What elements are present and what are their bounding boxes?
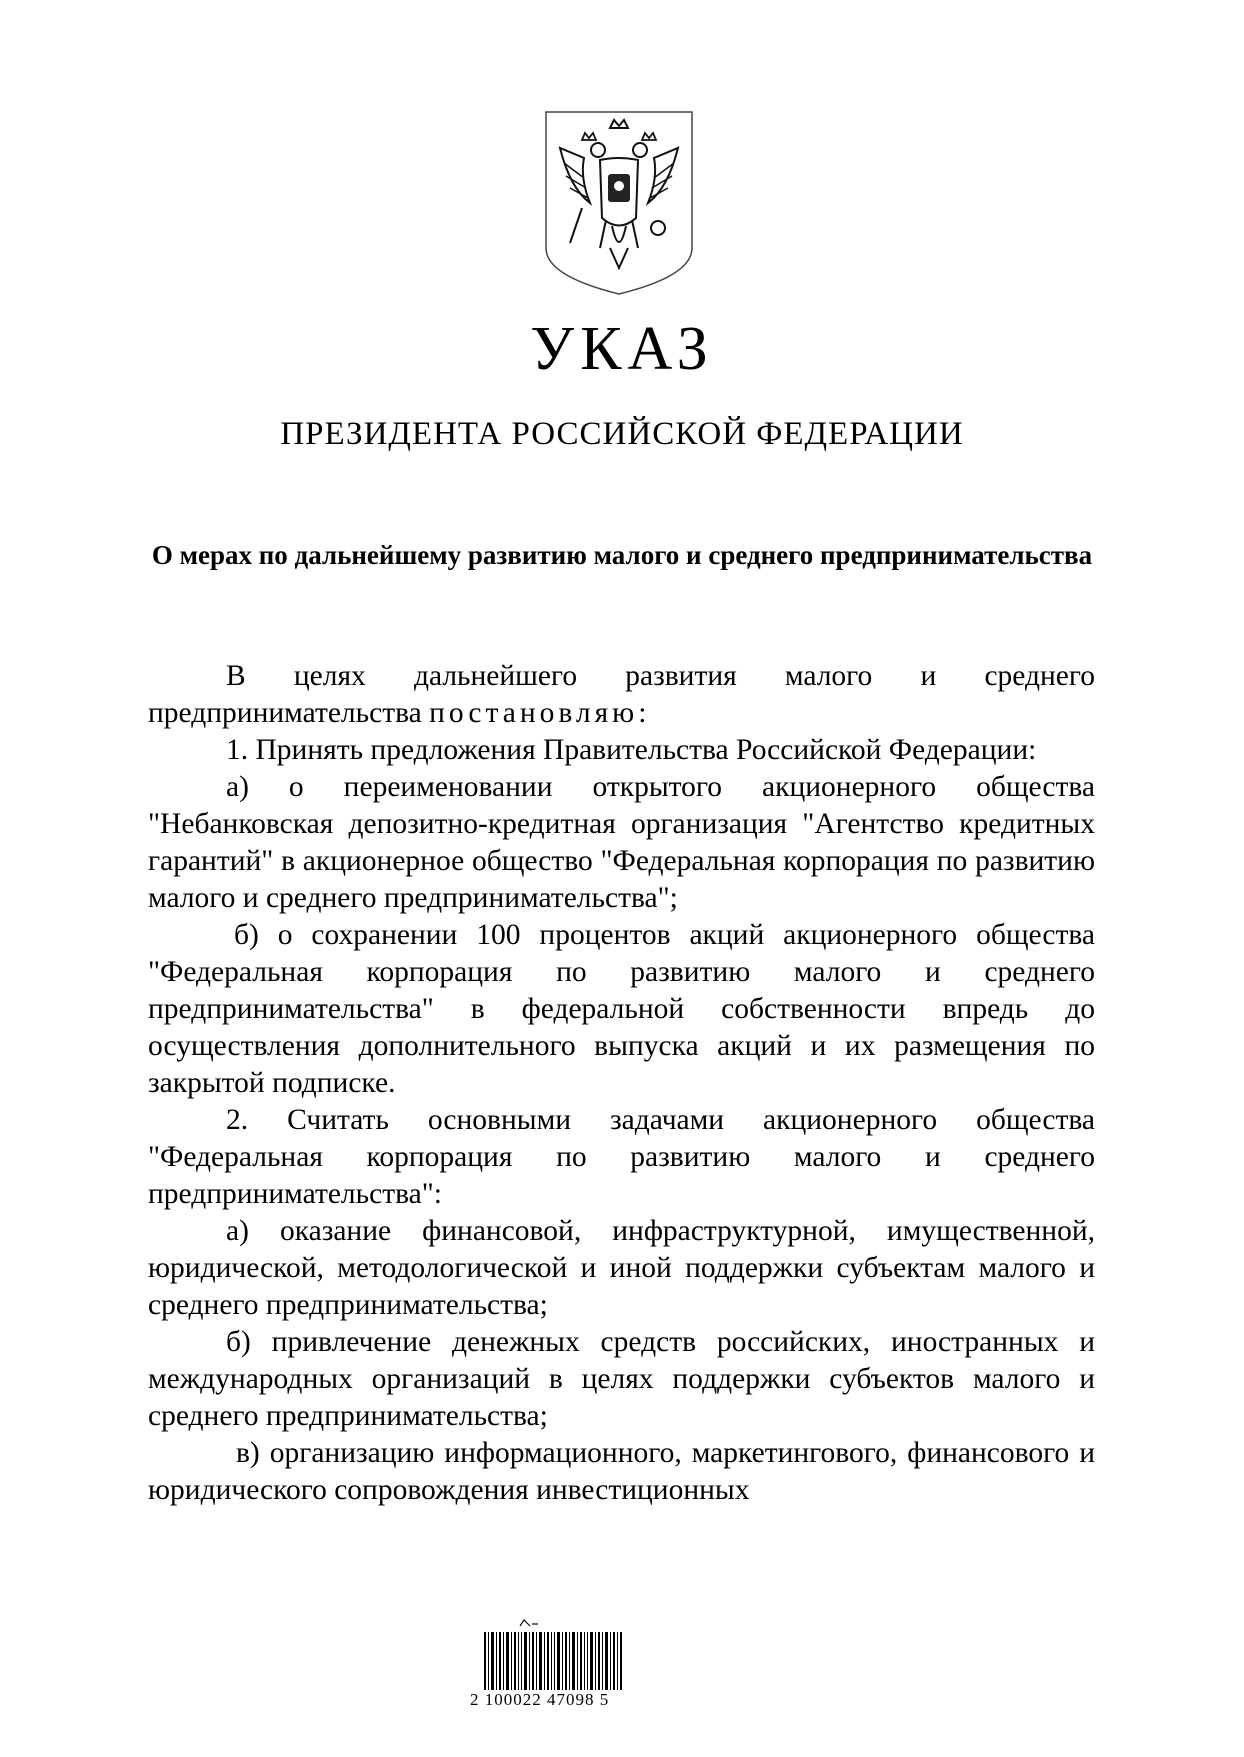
document-body <box>148 658 1095 1509</box>
intro-paragraph <box>148 658 1095 732</box>
paragraph: 2. Считать основными задачами акционерного общества "Федеральная корпорация по развитию малого и среднего предпринимательства": <box>148 1104 1095 1210</box>
paragraph: б) о сохранении 100 процентов акций акционерного общества "Федеральная корпорация по развитию малого и среднего предпринимательства" в федеральной собственности впредь до осуществления дополнительного выпуска акций и их размещения по закрытой подписке. <box>148 919 1095 1099</box>
document-heading: О мерах по дальнейшему развитию малого и среднего предпринимательства <box>151 540 1093 570</box>
paragraph: а) о переименовании открытого акционерного общества "Небанковская депозитно-кредитная организация "Агентство кредитных гарантий" в акционерное общество "Федеральная корпорация по развитию малого и среднего предпринимательства"; <box>148 771 1095 914</box>
paragraph: а) оказание финансовой, инфраструктурной, имущественной, юридической, методологической и иной поддержки субъектам малого и среднего предпринимательства; <box>148 1215 1095 1321</box>
intro-decree-word: постановляю <box>429 697 639 729</box>
intro-text: В целях дальнейшего развития малого и среднего предпринимательства <box>148 660 1095 729</box>
document-subtitle: ПРЕЗИДЕНТА РОССИЙСКОЙ ФЕДЕРАЦИИ <box>280 416 964 452</box>
document-title: УКАЗ <box>530 315 714 383</box>
barcode-number: 2 100022 47098 5 <box>470 1690 610 1709</box>
paragraph: 1. Принять предложения Правительства Российской Федерации: <box>226 734 1037 766</box>
coat-of-arms-emblem <box>540 108 698 298</box>
paragraph: б) привлечение денежных средств российских, иностранных и международных организаций в целях поддержки субъектов малого и среднего предпринимательства; <box>148 1326 1095 1432</box>
intro-colon: : <box>638 697 647 729</box>
paragraph: в) организацию информационного, маркетингового, финансового и юридического сопровождения инвестиционных <box>148 1437 1095 1506</box>
